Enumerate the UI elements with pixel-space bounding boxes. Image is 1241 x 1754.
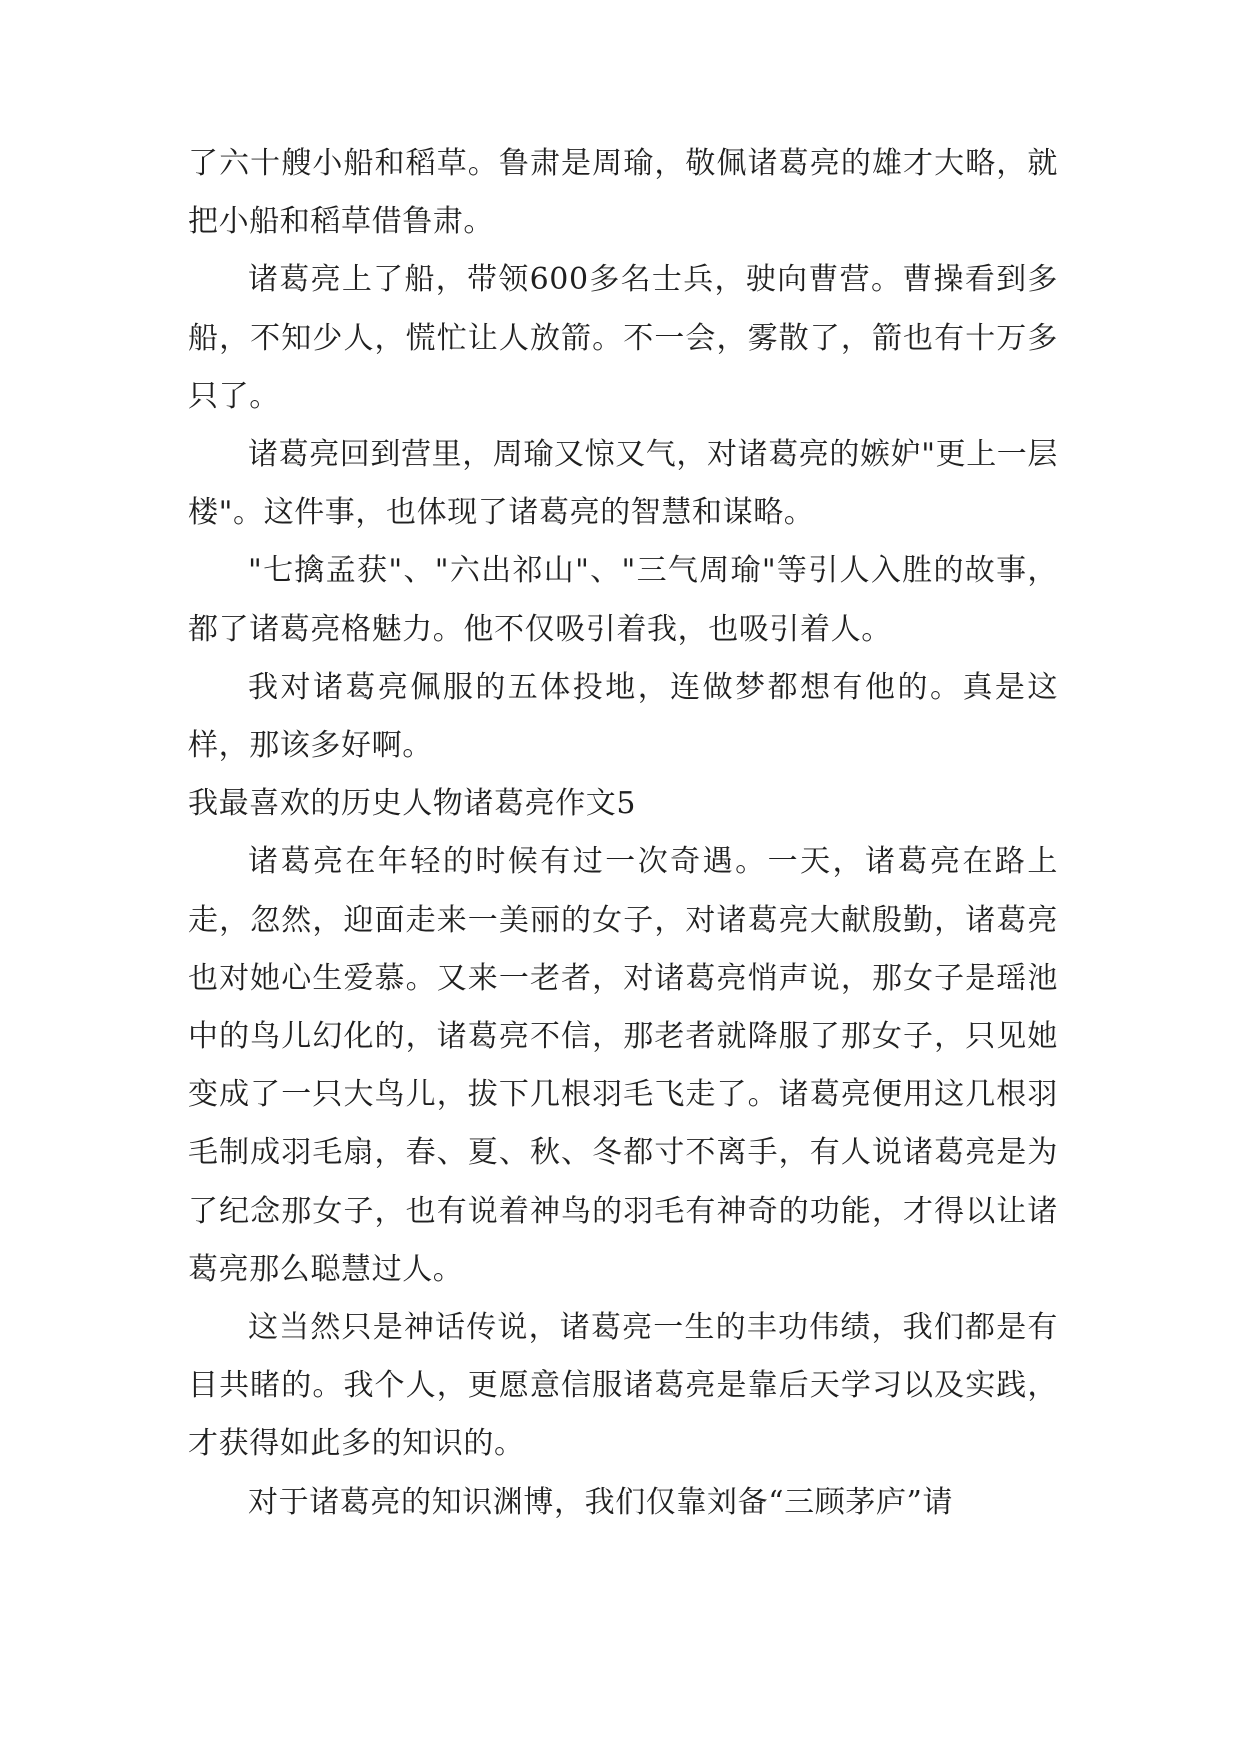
paragraph: 诸葛亮在年轻的时候有过一次奇遇。一天，诸葛亮在路上走，忽然，迎面走来一美丽的女子，对诸葛亮大献殷勤，诸葛亮也对她心生爱慕。又来一老者，对诸葛亮悄声说，那女子是瑶池中的鸟儿幻化的，诸葛亮不信，那老者就降服了那女子，只见她变成了一只大鸟儿，拔下几根羽毛飞走了。诸葛亮便用这几根羽毛制成羽毛扇，春、夏、秋、冬都寸不离手，有人说诸葛亮是为了纪念那女子，也有说着神鸟的羽毛有神奇的功能，才得以让诸葛亮那么聪慧过人。 bbox=[188, 844, 1058, 1287]
paragraph-continued: 了六十艘小船和稻草。鲁肃是周瑜，敬佩诸葛亮的雄才大略，就把小船和稻草借鲁肃。 bbox=[188, 146, 1058, 240]
document-body bbox=[188, 135, 1058, 1532]
paragraph: "七擒孟获"、"六出祁山"、"三气周瑜"等引人入胜的故事，都了诸葛亮格魅力。他不仅吸引着我，也吸引着人。 bbox=[188, 553, 1058, 647]
paragraph: 我对诸葛亮佩服的五体投地，连做梦都想有他的。真是这样，那该多好啊。 bbox=[188, 669, 1058, 764]
paragraph: 诸葛亮上了船，带领600多名士兵，驶向曹营。曹操看到多船，不知少人，慌忙让人放箭。不一会，雾散了，箭也有十万多只了。 bbox=[188, 262, 1058, 414]
essay-heading: 我最喜欢的历史人物诸葛亮作文5 bbox=[188, 786, 637, 822]
paragraph: 对于诸葛亮的知识渊博，我们仅靠刘备“三顾茅庐”请 bbox=[248, 1484, 954, 1520]
paragraph: 诸葛亮回到营里，周瑜又惊又气，对诸葛亮的嫉妒"更上一层楼"。这件事，也体现了诸葛亮的智慧和谋略。 bbox=[188, 437, 1058, 531]
paragraph: 这当然只是神话传说，诸葛亮一生的丰功伟绩，我们都是有目共睹的。我个人，更愿意信服诸葛亮是靠后天学习以及实践，才获得如此多的知识的。 bbox=[188, 1310, 1058, 1462]
